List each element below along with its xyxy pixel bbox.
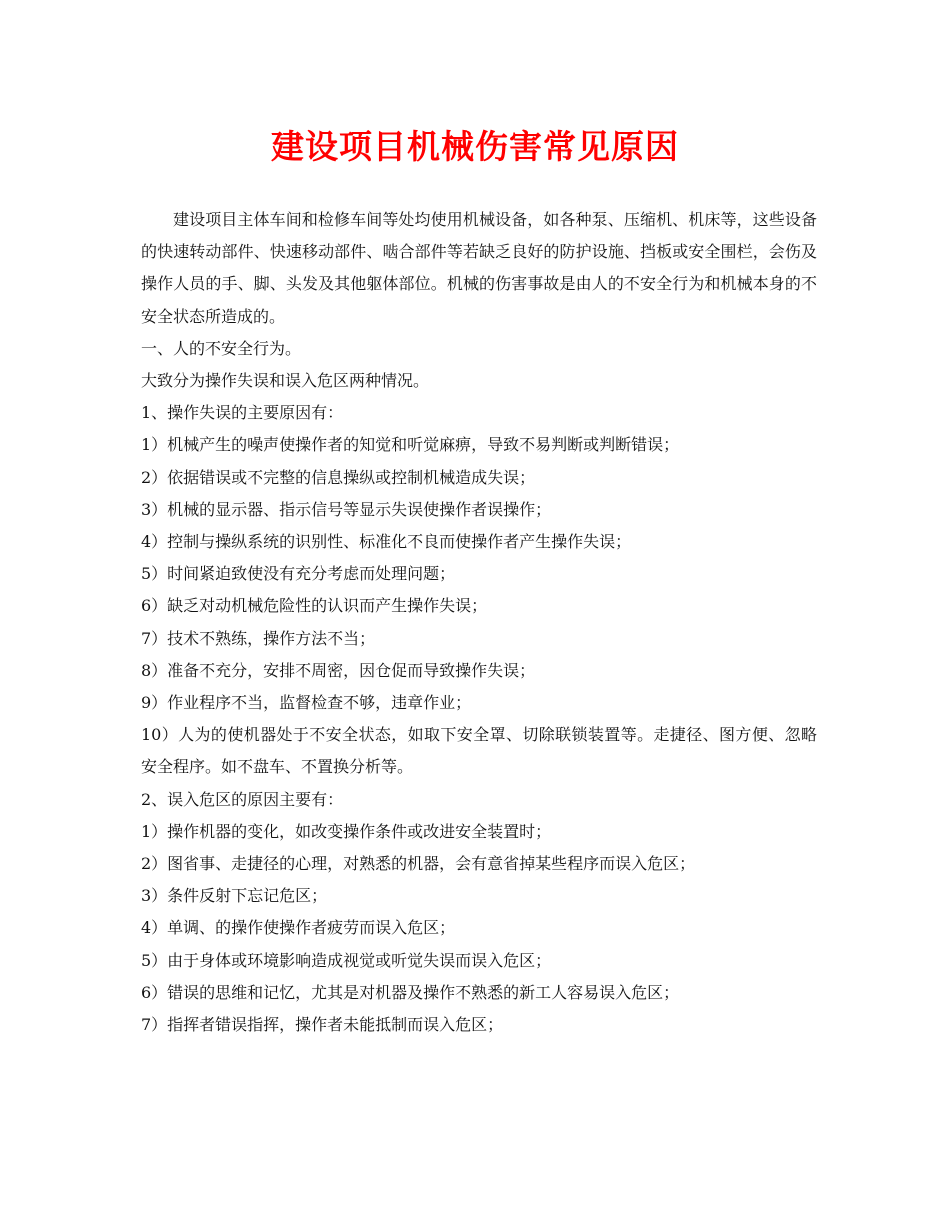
paragraph-summary: 大致分为操作失误和误入危区两种情况。: [141, 371, 430, 391]
list-item: 7）指挥者错误指挥，操作者未能抵制而误入危区；: [141, 1015, 504, 1035]
list-item: 1）操作机器的变化，如改变操作条件或改进安全装置时；: [141, 821, 552, 841]
subsection-heading-operation-errors: 1、操作失误的主要原因有：: [141, 403, 344, 423]
list-item: 5）由于身体或环境影响造成视觉或听觉失误而误入危区；: [141, 950, 552, 970]
list-item: 2）依据错误或不完整的信息操纵或控制机械造成失误；: [141, 467, 536, 487]
list-item: 8）准备不充分，安排不周密，因仓促而导致操作失误；: [141, 660, 536, 680]
list-item: 10）人为的使机器处于不安全状态，如取下安全罩、切除联锁装置等。走捷径、图方便、忽略安全程序。如不盘车、不置换分析等。: [141, 725, 817, 777]
list-item: 6）错误的思维和记忆，尤其是对机器及操作不熟悉的新工人容易误入危区；: [141, 982, 680, 1002]
list-item: 2）图省事、走捷径的心理，对熟悉的机器，会有意省掉某些程序而误入危区；: [141, 854, 696, 874]
list-item: 3）机械的显示器、指示信号等显示失误使操作者误操作；: [141, 499, 552, 519]
subsection-heading-entering-danger-zone: 2、误入危区的原因主要有：: [141, 789, 344, 809]
paragraph-intro: 建设项目主体车间和检修车间等处均使用机械设备，如各种泵、压缩机、机床等，这些设备的快速转动部件、快速移动部件、啮合部件等若缺乏良好的防护设施、挡板或安全围栏，会伤及操作人员的手、脚、头发及其他躯体部位。机械的伤害事故是由人的不安全行为和机械本身的不安全状态所造成的。: [141, 210, 817, 326]
document-title: 建设项目机械伤害常见原因: [271, 127, 679, 166]
list-item: 4）单调、的操作使操作者疲劳而误入危区；: [141, 918, 456, 938]
list-item: 5）时间紧迫致使没有充分考虑而处理问题；: [141, 564, 456, 584]
list-item: 6）缺乏对动机械危险性的认识而产生操作失误；: [141, 596, 488, 616]
list-item: 3）条件反射下忘记危区；: [141, 886, 328, 906]
list-item: 7）技术不熟练，操作方法不当；: [141, 628, 376, 648]
list-item: 4）控制与操纵系统的识别性、标准化不良而使操作者产生操作失误；: [141, 532, 632, 552]
section-heading-human-unsafe-behavior: 一、人的不安全行为。: [141, 338, 302, 358]
list-item: 9）作业程序不当，监督检查不够，违章作业；: [141, 693, 472, 713]
document-body: [141, 204, 817, 1041]
list-item: 1）机械产生的噪声使操作者的知觉和听觉麻痹，导致不易判断或判断错误；: [141, 435, 680, 455]
